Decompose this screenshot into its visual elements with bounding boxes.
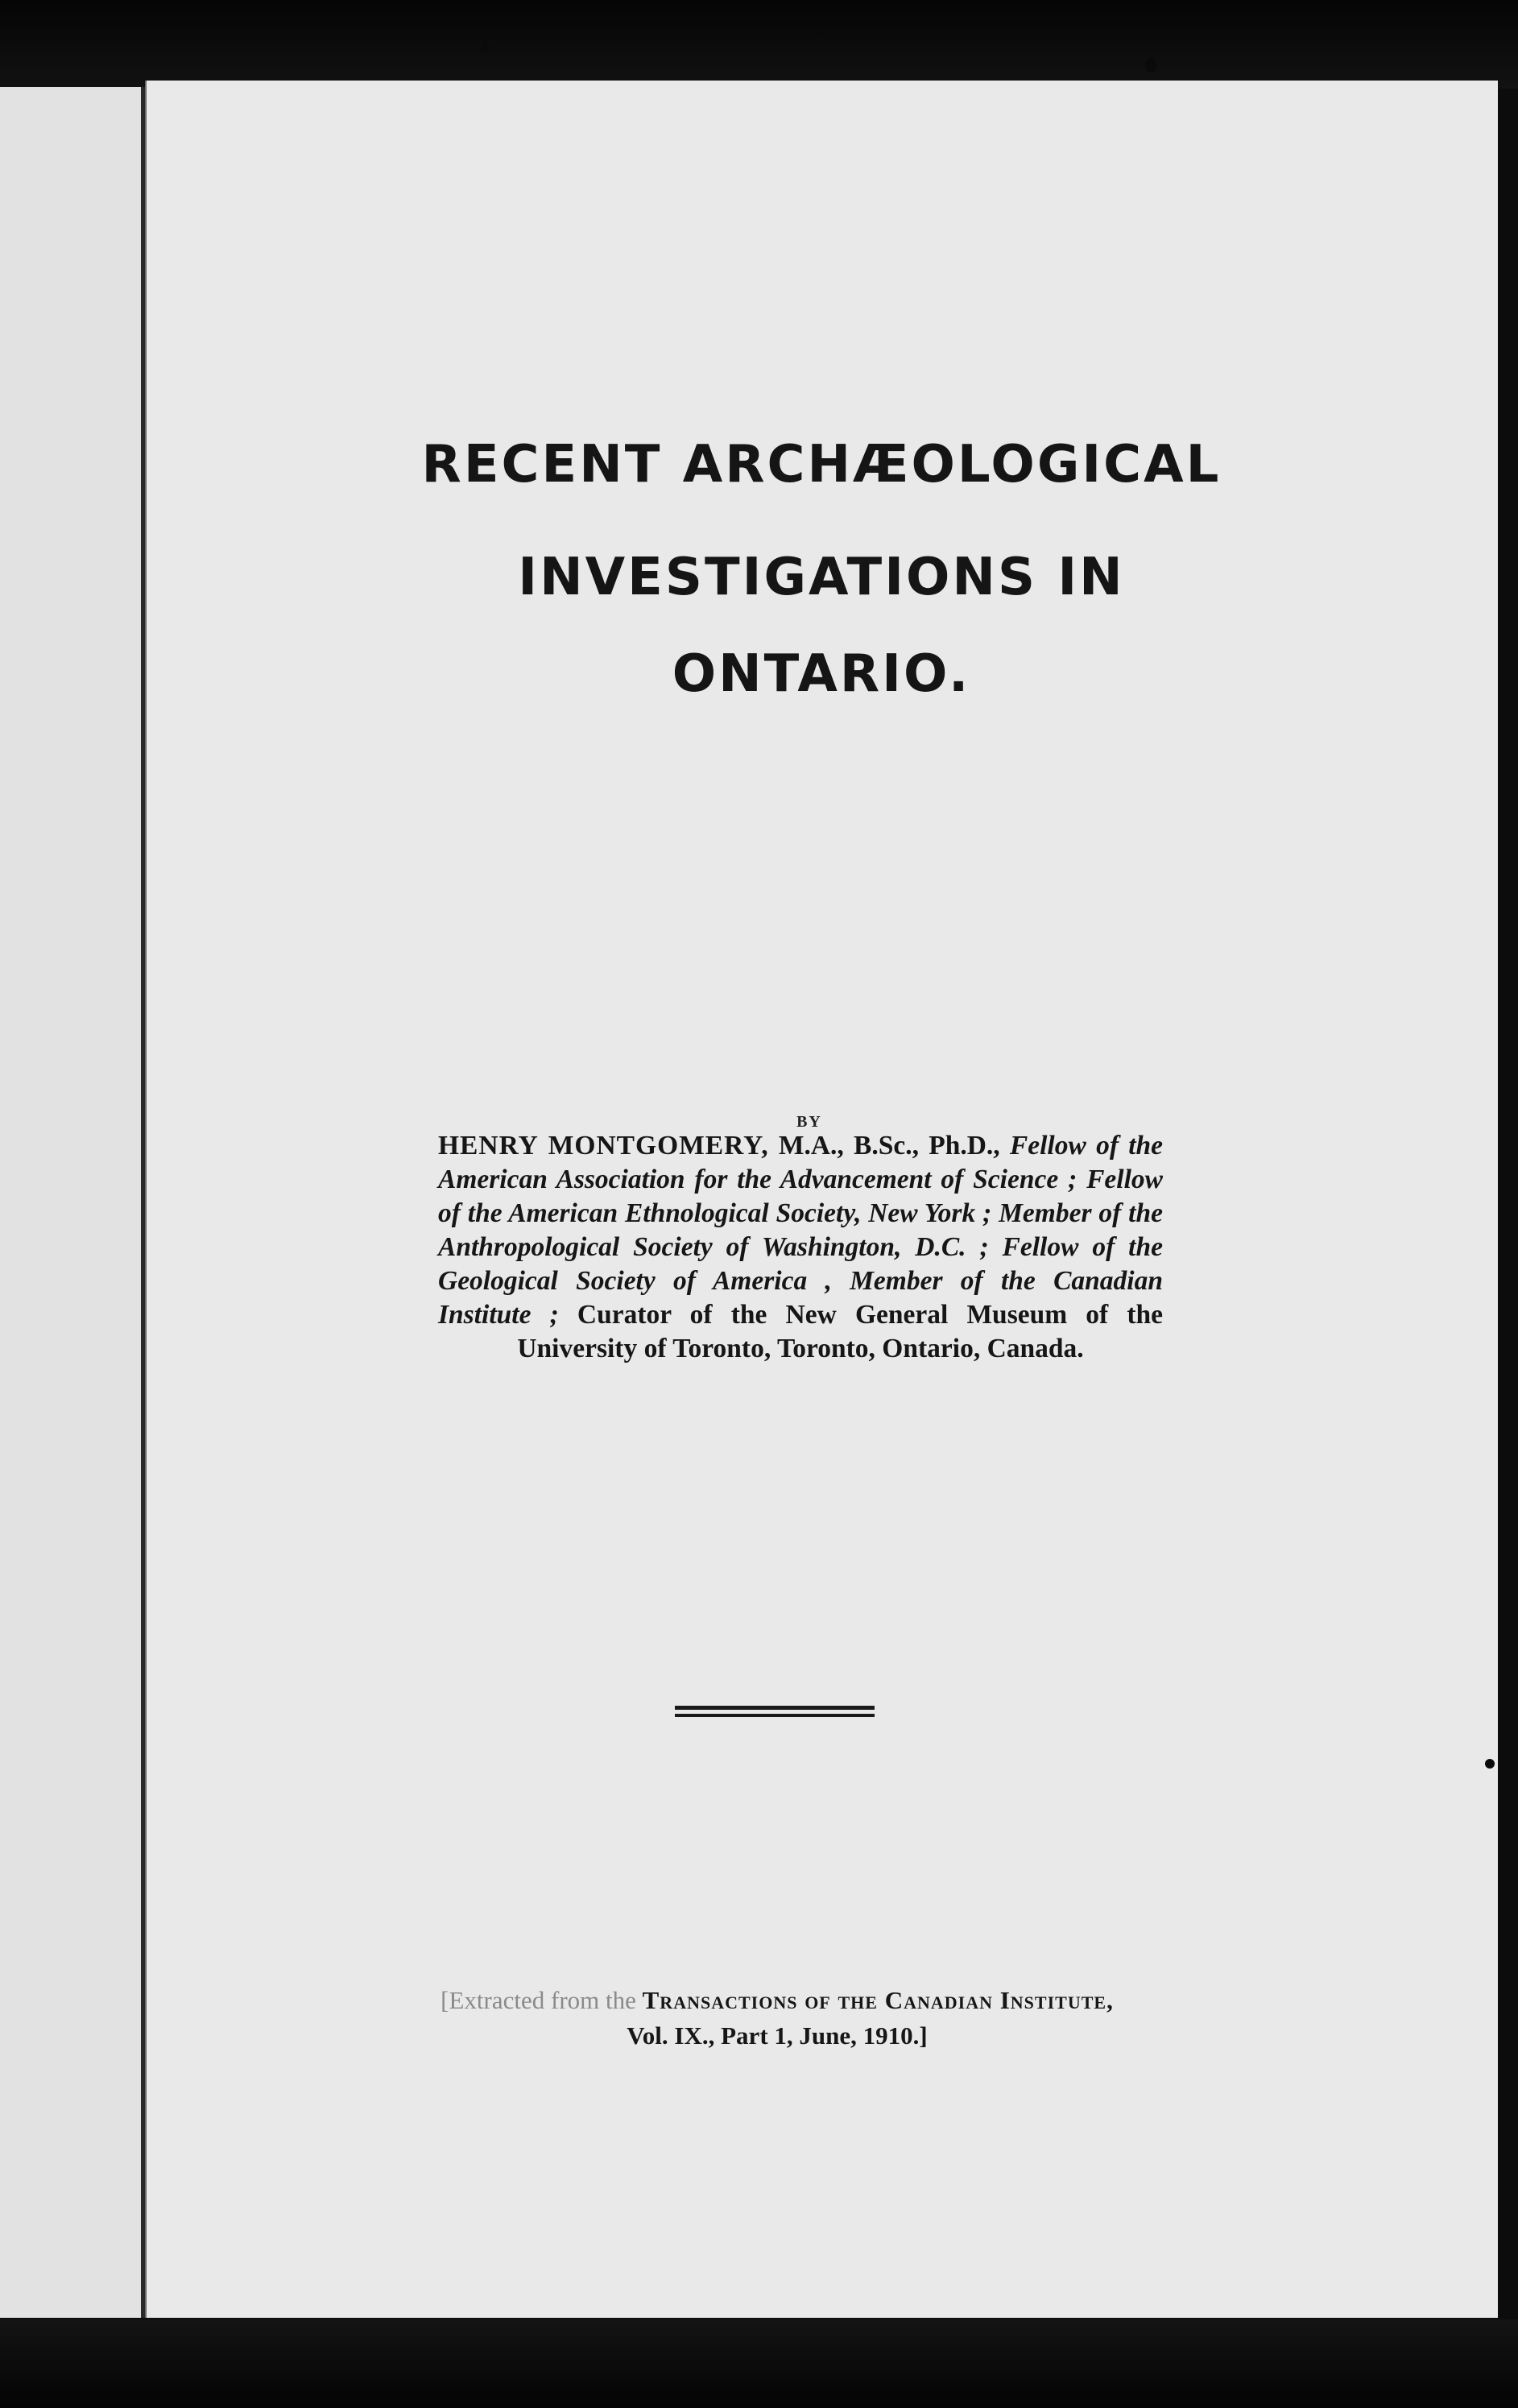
left-page-edge (0, 87, 145, 2318)
author-credentials: M.A., B.Sc., Ph.D., (778, 1131, 1000, 1161)
citation-line-1 (378, 1983, 1176, 2018)
scan-speck (482, 42, 490, 52)
scan-speck (1485, 1759, 1495, 1769)
citation-journal: Transactions of the Canadian Institute, (642, 1986, 1114, 2014)
author-block (438, 1129, 1163, 1366)
divider-rule-top (675, 1706, 875, 1710)
author-curator: Curator of the New General Museum of the University of Toronto, Toronto, Ontario, Canada. (517, 1300, 1163, 1363)
title-line-1: RECENT ARCHÆOLOGICAL (421, 435, 1222, 494)
author-affiliations: Fellow of the American Association for the Advancement of Science ; Fellow of the American Ethnological Society, New York ; Member of the Anthropological Society of Washington, D.C. ; Fellow of the Geological Society of America , Member of the Canadian Institute ; (438, 1131, 1164, 1330)
author-name: HENRY MONTGOMERY, (438, 1131, 769, 1161)
scan-bottom-border (0, 2319, 1518, 2408)
byline: BY (796, 1113, 822, 1131)
title-line-3: ONTARIO. (672, 644, 971, 704)
title-line-2: INVESTIGATIONS IN (518, 548, 1125, 607)
scan-speck (1145, 58, 1156, 72)
scan-top-border (0, 0, 1518, 89)
citation-volume: Vol. IX., Part 1, June, 1910.] (627, 2021, 928, 2050)
citation (378, 1983, 1176, 2054)
divider-rule-bottom (675, 1714, 875, 1717)
citation-prefix: [Extracted from the (441, 1986, 636, 2014)
